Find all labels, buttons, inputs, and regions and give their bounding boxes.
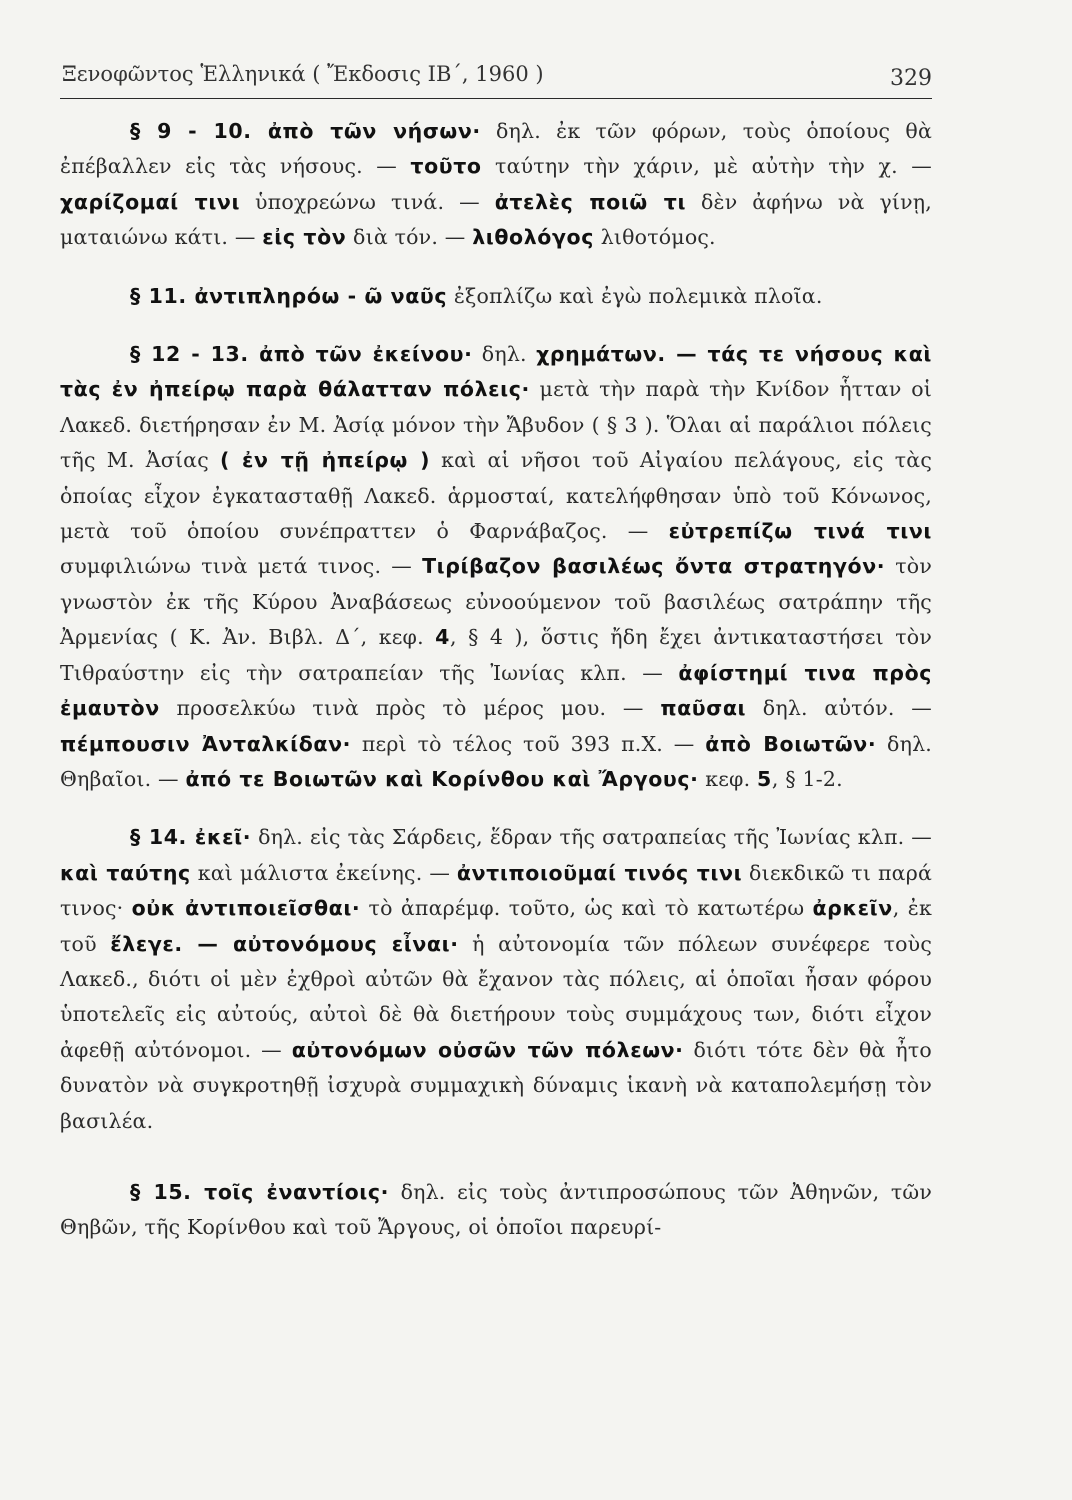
gloss-text: ταύτην τὴν χάριν, μὲ αὐτὴν τὴν χ. — [481, 154, 932, 179]
gloss-text: διὰ τόν. — [346, 225, 473, 250]
lemma-term: πέμπουσιν Ἀνταλκίδαν· [60, 731, 352, 756]
commentary-body [60, 114, 932, 1282]
paragraph-11 [60, 279, 932, 314]
gloss-text: , ἐκ τοῦ [60, 896, 932, 956]
gloss-text: δηλ. ἐκ τῶν φόρων, τοὺς ὁποίους θὰ ἐπέβαλλεν εἰς τὰς νήσους. — [60, 119, 932, 179]
lemma-term: ἀρκεῖν [812, 896, 893, 921]
lemma-term: § 11. ἀντιπληρόω - ῶ ναῦς [130, 283, 448, 308]
gloss-text: διότι τότε δὲν θὰ ἦτο δυνατὸν νὰ συγκροτηθῇ ἰσχυρὰ συμμαχικὴ δύναμις ἱκανὴ νὰ καταπολεμήσῃ τὸν βασιλέα. [60, 1037, 932, 1133]
gloss-text: τὸν γνωστὸν ἐκ τῆς Κύρου Ἀναβάσεως εὐνοούμενον τοῦ βασιλέως σατράπην τῆς Ἀρμενίας ( Κ. Ἀν. Βιβλ. Δ΄, κεφ. [60, 554, 933, 650]
page-header [60, 58, 932, 99]
lemma-term: Τιρίβαζον βασιλέως ὄντα στρατηγόν· [422, 554, 886, 579]
lemma-term: παῦσαι [660, 696, 747, 721]
gloss-text: δηλ. Θηβαῖοι. — [60, 731, 932, 791]
gloss-text: ὑποχρεώνω τινά. — [240, 189, 495, 214]
lemma-term: § 15. τοῖς ἐναντίοις· [130, 1179, 389, 1204]
gloss-text: , § 4 ), ὅστις ἤδη ἔχει ἀντικαταστήσει τὸν Τιθραύστην εἰς τὴν σατραπείαν τῆς Ἰωνίας κλπ. — [60, 625, 932, 685]
gloss-text: συμφιλιώνω τινὰ μετά τινος. — [60, 554, 423, 579]
paragraph-12-13 [60, 337, 932, 797]
gloss-text: , § 1-2. [771, 766, 843, 791]
lemma-term: χαρίζομαί τινι [60, 189, 241, 214]
lemma-term: 5 [757, 766, 772, 791]
lemma-term: ἀπὸ Βοιωτῶν· [705, 731, 877, 756]
gloss-text: ἐξοπλίζω καὶ ἐγὼ πολεμικὰ πλοῖα. [447, 283, 823, 308]
lemma-term: οὐκ ἀντιποιεῖσθαι· [131, 896, 361, 921]
lemma-term: ἀτελὲς ποιῶ τι [494, 189, 687, 214]
gloss-text: δηλ. εἰς τὰς Σάρδεις, ἕδραν τῆς σατραπείας τῆς Ἰωνίας κλπ. — [251, 825, 932, 850]
lemma-term: χρημάτων. — τάς τε νήσους καὶ τὰς ἐν ἠπείρῳ παρὰ θάλατταν πόλεις· [60, 342, 932, 402]
gloss-text: δὲν ἀφήνω νὰ γίνῃ, ματαιώνω κάτι. — [60, 189, 932, 250]
gloss-text: κεφ. [698, 766, 758, 791]
lemma-term: § 9 - 10. ἀπὸ τῶν νήσων· [130, 119, 481, 143]
lemma-term: § 12 - 13. ἀπὸ τῶν ἐκείνου· [130, 342, 473, 367]
gloss-text: δηλ. εἰς τοὺς ἀντιπροσώπους τῶν Ἀθηνῶν, τῶν Θηβῶν, τῆς Κορίνθου καὶ τοῦ Ἄργους, οἱ ὁποῖοι παρευρί- [60, 1179, 932, 1240]
gloss-text: καὶ μάλιστα ἐκείνης. — [190, 860, 457, 885]
gloss-text: περὶ τὸ τέλος τοῦ 393 π.Χ. — [351, 731, 706, 756]
paragraph-9-10 [60, 114, 932, 256]
paragraph-15 [60, 1175, 932, 1246]
paragraph-14 [60, 820, 932, 1139]
lemma-term: τοῦτο [410, 154, 482, 179]
lemma-term: 4 [435, 625, 451, 650]
gloss-text: λιθοτόμος. [593, 225, 716, 250]
lemma-term: ἀπό τε Βοιωτῶν καὶ Κορίνθου καὶ Ἄργους· [185, 766, 699, 791]
lemma-term: § 14. ἐκεῖ· [130, 825, 252, 850]
running-title: Ξενοφῶντος Ἑλληνικά ( Ἔκδοσις ΙΒ΄, 1960 ) [62, 62, 544, 86]
gloss-text: διεκδικῶ τι παρά τινος· [60, 860, 932, 921]
lemma-term: λιθολόγος [472, 225, 594, 250]
lemma-term: εἰς τὸν [262, 225, 347, 250]
gloss-text: τὸ ἀπαρέμφ. τοῦτο, ὡς καὶ τὸ κατωτέρω [360, 896, 813, 921]
lemma-term: καὶ ταύτης [60, 860, 191, 885]
gloss-text: δηλ. αὐτόν. — [746, 696, 932, 721]
gloss-text: προσελκύω τινὰ πρὸς τὸ μέρος μου. — [159, 696, 661, 721]
gloss-text: μετὰ τὴν παρὰ τὴν Κνίδον ἧτταν οἱ Λακεδ. διετήρησαν ἐν Μ. Ἀσίᾳ μόνον τὴν Ἄβυδον ( § 3 ). Ὅλαι αἱ παράλιοι πόλεις τῆς Μ. Ἀσίας [60, 377, 932, 473]
lemma-term: ἔλεγε. — αὐτονόμους εἶναι· [110, 931, 459, 956]
lemma-term: αὐτονόμων οὐσῶν τῶν πόλεων· [291, 1037, 684, 1062]
lemma-term: εὐτρεπίζω τινά τινι [668, 519, 932, 544]
gloss-text: δηλ. [472, 342, 537, 367]
gloss-text: ἡ αὐτονομία τῶν πόλεων συνέφερε τοὺς Λακεδ., διότι οἱ μὲν ἐχθροὶ αὐτῶν θὰ ἔχανον τὰς πόλεις, αἱ ὁποῖαι ἦσαν φόρου ὑποτελεῖς εἰς αὐτούς, αὐτοὶ δὲ θὰ διετήρουν τοὺς συμμάχους των, διότι εἶχον ἀφεθῇ αὐτόνομοι. — [60, 931, 932, 1062]
lemma-term: ἀντιποιοῦμαί τινός τινι [456, 860, 743, 885]
gloss-text: καὶ αἱ νῆσοι τοῦ Αἰγαίου πελάγους, εἰς τὰς ὁποίας εἶχον ἐγκατασταθῇ Λακεδ. ἁρμοσταί, κατελήφθησαν ὑπὸ τοῦ Κόνωνος, μετὰ τοῦ ὁποίου συνέπραττεν ὁ Φαρνάβαζος. — [60, 448, 933, 544]
lemma-term: ( ἐν τῇ ἠπείρῳ ) [219, 448, 431, 473]
lemma-term: ἀφίστημί τινα πρὸς ἐμαυτὸν [60, 660, 933, 721]
page-number: 329 [890, 66, 932, 91]
